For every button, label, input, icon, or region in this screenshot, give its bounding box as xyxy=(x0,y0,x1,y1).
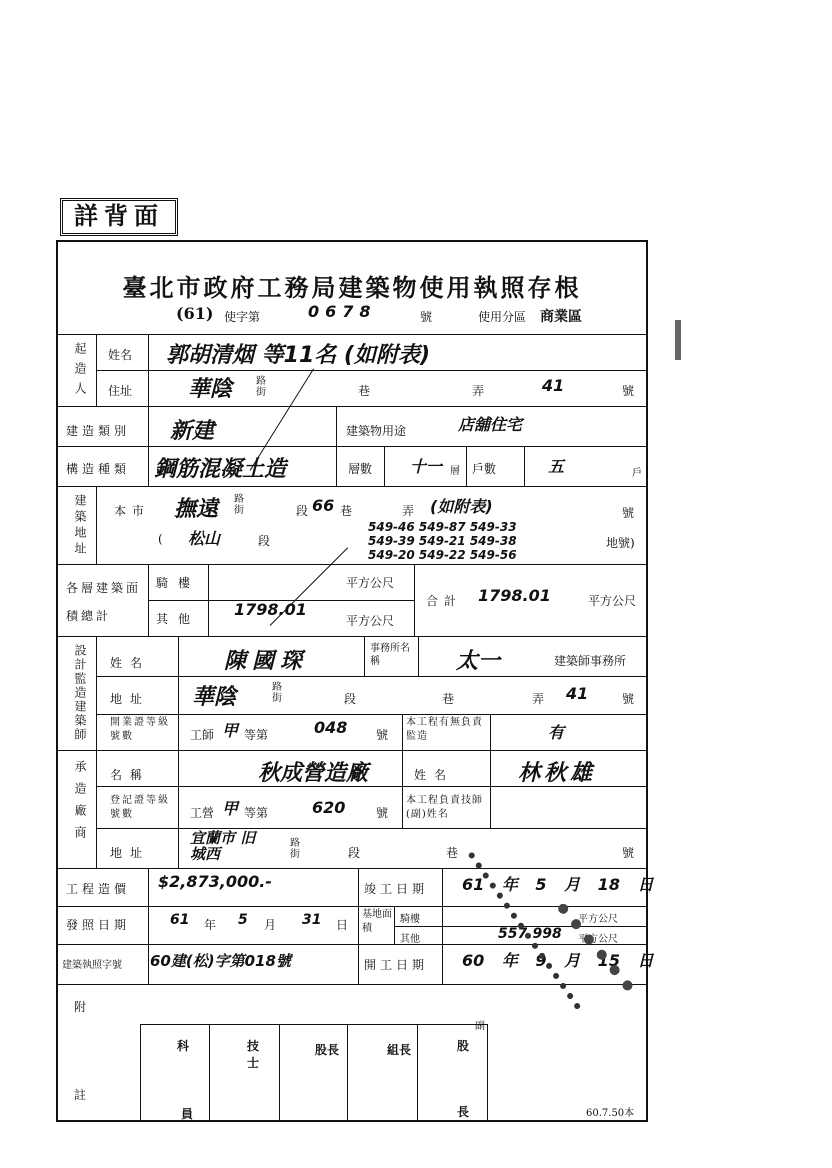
contractor-grade-value: 甲 xyxy=(222,799,239,818)
applicant-road-label: 路街 xyxy=(256,376,266,398)
rule xyxy=(96,750,97,868)
site-no-label: 號 xyxy=(622,506,635,520)
stamp-label-yuan: 員 xyxy=(181,1107,194,1121)
units-value: 五 xyxy=(548,457,565,476)
architect-section-label: 段 xyxy=(344,692,357,706)
stamp-label-group-chief: 組長 xyxy=(387,1043,412,1057)
site-paren: ( xyxy=(158,532,163,546)
site-road-label: 路街 xyxy=(234,494,244,516)
base-arcade-label: 騎樓 xyxy=(400,914,420,925)
architect-supervise-value: 有 xyxy=(548,723,565,742)
issue-label: 發照日期 xyxy=(66,918,131,932)
rule xyxy=(490,714,491,750)
applicant-alley-label: 弄 xyxy=(472,384,485,398)
applicant-lane-label: 巷 xyxy=(358,384,371,398)
contractor-reg-no: 620 xyxy=(312,798,346,817)
architect-office-label: 事務所名稱 xyxy=(370,643,410,667)
rule xyxy=(178,750,179,868)
rule xyxy=(402,714,403,750)
rule xyxy=(209,1025,210,1121)
stamp-label-ke: 科 xyxy=(177,1039,190,1053)
rule xyxy=(58,750,646,751)
units-unit: 戶 xyxy=(632,468,642,479)
rule xyxy=(96,714,646,715)
units-label: 戶數 xyxy=(472,462,497,476)
base-area-label: 基地面積 xyxy=(362,909,392,934)
applicant-addr-value: 華陰 xyxy=(188,377,233,402)
site-lots-row3: 549-20 549-22 549-56 xyxy=(368,548,517,562)
issue-year-unit: 年 xyxy=(204,918,217,932)
structure-label: 構造種類 xyxy=(66,462,131,476)
contractor-person-label: 姓名 xyxy=(414,768,455,782)
rule xyxy=(96,636,97,750)
building-use-value: 店舖住宅 xyxy=(458,415,523,434)
notes-label-1: 附 xyxy=(74,1000,87,1014)
form-title: 臺北市政府工務局建築物使用執照存根 xyxy=(122,273,582,302)
structure-value: 鋼筋混凝土造 xyxy=(154,457,287,482)
architect-license-hao: 號 xyxy=(376,728,389,742)
contractor-person-value: 林秋雄 xyxy=(518,761,597,786)
architect-license-no: 048 xyxy=(314,718,348,737)
permit-stub-form xyxy=(56,240,654,1122)
base-other-unit: 平方公尺 xyxy=(578,934,618,945)
area-arcade-unit: 平方公尺 xyxy=(346,576,395,590)
detail-back-tag: 詳背面 xyxy=(60,198,178,236)
rule xyxy=(58,944,646,945)
architect-grade-value: 甲 xyxy=(222,721,239,740)
cost-value: $2,873,000.- xyxy=(158,872,272,891)
permit-no-label: 使字第 xyxy=(224,310,261,324)
contractor-reg-prefix: 工營 xyxy=(190,806,215,820)
contractor-lane-label: 巷 xyxy=(446,846,459,860)
zone-value: 商業區 xyxy=(540,309,582,325)
rule xyxy=(96,828,646,829)
floors-value: 十一 xyxy=(410,457,443,476)
stamp-label-chang: 長 xyxy=(457,1105,470,1119)
floors-unit: 層 xyxy=(450,466,460,477)
site-lane-value: 66 xyxy=(312,496,335,515)
rule xyxy=(358,868,359,984)
rule xyxy=(96,370,646,371)
architect-grade-label: 等第 xyxy=(244,728,269,742)
building-use-label: 建築物用途 xyxy=(346,424,407,438)
contractor-reg-label: 登記證等級號數 xyxy=(110,795,170,820)
contractor-name-value: 秋成營造廠 xyxy=(258,761,369,786)
rule xyxy=(524,446,525,486)
issue-year: 61 xyxy=(170,912,190,928)
finish-value: 61 年 5 月 18 日 xyxy=(462,875,654,894)
applicant-group-label: 起造人 xyxy=(73,342,87,402)
rule xyxy=(178,636,179,750)
start-label: 開工日期 xyxy=(364,958,429,972)
contractor-addr-label: 地址 xyxy=(110,846,151,860)
site-district-label: 段 xyxy=(258,534,271,548)
margin-mark xyxy=(675,320,681,360)
building-type-value: 新建 xyxy=(170,419,215,444)
rule xyxy=(96,676,646,677)
permit-number: 0678 xyxy=(308,302,377,321)
contractor-addr-value: 宜蘭市 旧城西 xyxy=(190,829,256,863)
stamp-label-deputy: 副 xyxy=(475,1021,485,1032)
applicant-no-label: 號 xyxy=(622,384,635,398)
approval-stamp-grid xyxy=(140,1021,488,1122)
finish-label: 竣工日期 xyxy=(364,882,429,896)
rule xyxy=(364,636,365,676)
architect-lane-label: 巷 xyxy=(442,692,455,706)
architect-office-value: 太一 xyxy=(456,649,501,674)
permit-ref-label: 建築執照字號 xyxy=(62,960,122,971)
architect-addr-label: 地址 xyxy=(110,692,151,706)
rule xyxy=(58,868,646,869)
applicant-no-value: 41 xyxy=(542,376,565,395)
building-type-label: 建造類別 xyxy=(66,424,131,438)
permit-year: (61) xyxy=(176,304,214,323)
rule xyxy=(414,564,415,636)
issue-day: 31 xyxy=(302,912,322,928)
rule xyxy=(148,868,149,984)
cost-label: 工程造價 xyxy=(66,882,131,896)
applicant-name-label: 姓名 xyxy=(108,348,133,362)
print-code: 60.7.50本 xyxy=(586,1108,635,1119)
architect-no-value: 41 xyxy=(566,684,589,703)
architect-group-label: 設計監造建築師 xyxy=(73,644,87,742)
rule xyxy=(418,636,419,676)
issue-day-unit: 日 xyxy=(336,918,349,932)
site-lane-label: 巷 xyxy=(340,504,353,518)
site-group-label: 建築地址 xyxy=(73,494,87,558)
contractor-name-label: 名稱 xyxy=(110,768,151,782)
area-group-label: 各層建築面積總計 xyxy=(66,581,142,623)
rule xyxy=(58,486,646,487)
rule xyxy=(96,486,97,564)
architect-license-prefix: 工師 xyxy=(190,728,215,742)
contractor-group-label: 承造廠商 xyxy=(73,760,87,848)
area-other-label: 其他 xyxy=(156,612,201,626)
rule xyxy=(58,564,646,565)
rule xyxy=(58,334,646,335)
architect-alley-label: 弄 xyxy=(532,692,545,706)
permit-ref-value: 60建(松)字第018號 xyxy=(150,952,291,970)
rule xyxy=(394,906,395,944)
site-road-value: 撫遠 xyxy=(174,497,219,522)
applicant-addr-label: 住址 xyxy=(108,384,133,398)
contractor-tech-label: 本工程負責技師(副)姓名 xyxy=(406,795,483,820)
base-other-label: 其他 xyxy=(400,934,420,945)
stamp-label-chief: 股長 xyxy=(315,1043,340,1057)
site-lot-label: 地號) xyxy=(606,536,635,550)
site-alley-label: 弄 xyxy=(402,504,415,518)
area-other-unit: 平方公尺 xyxy=(346,614,395,628)
site-lots-row1: 549-46 549-87 549-33 xyxy=(368,520,517,534)
rule xyxy=(58,636,646,637)
issue-month-unit: 月 xyxy=(264,918,277,932)
rule xyxy=(96,786,646,787)
site-note: (如附表) xyxy=(430,497,493,516)
permit-no-suffix: 號 xyxy=(420,310,433,324)
stamp-label-technician: 技士 xyxy=(247,1039,260,1070)
contractor-no-label: 號 xyxy=(622,846,635,860)
site-lots-row2: 549-39 549-21 549-38 xyxy=(368,534,517,548)
notes-label-2: 註 xyxy=(74,1088,87,1102)
architect-name-value: 陳國琛 xyxy=(224,649,309,674)
contractor-section-label: 段 xyxy=(348,846,361,860)
architect-office-suffix: 建築師事務所 xyxy=(554,654,627,668)
contractor-grade-label: 等第 xyxy=(244,806,269,820)
area-other-value: 1798.01 xyxy=(234,600,307,619)
architect-name-label: 姓名 xyxy=(110,656,151,670)
area-total-unit: 平方公尺 xyxy=(588,594,637,608)
zone-label: 使用分區 xyxy=(478,310,527,324)
rule xyxy=(347,1025,348,1121)
rule xyxy=(402,786,403,828)
floors-label: 層數 xyxy=(348,462,373,476)
contractor-road-label: 路街 xyxy=(290,838,300,860)
site-section-label: 段 xyxy=(296,504,309,518)
rule xyxy=(279,1025,280,1121)
rule xyxy=(490,786,491,828)
rule xyxy=(384,446,385,486)
architect-license-label: 開業證等級號數 xyxy=(110,717,170,742)
site-district-value: 松山 xyxy=(188,529,221,548)
architect-addr-value: 華陰 xyxy=(192,685,237,710)
architect-road-label: 路街 xyxy=(272,682,282,704)
base-arcade-unit: 平方公尺 xyxy=(578,914,618,925)
area-total-value: 1798.01 xyxy=(478,586,551,605)
area-arcade-label: 騎樓 xyxy=(156,576,201,590)
architect-no-label: 號 xyxy=(622,692,635,706)
rule xyxy=(466,446,467,486)
start-value: 60 年 9 月 15 日 xyxy=(462,951,654,970)
site-city-label: 本市 xyxy=(114,504,151,518)
rule xyxy=(402,750,403,786)
rule xyxy=(58,406,646,407)
applicant-name-value: 郭胡清烟 等11名 (如附表) xyxy=(166,343,431,368)
stamp-label-gu: 股 xyxy=(457,1039,470,1053)
area-total-label: 合計 xyxy=(426,594,463,608)
architect-supervise-label: 本工程有無負責監造 xyxy=(406,717,483,742)
rule xyxy=(58,446,646,447)
rule xyxy=(417,1025,418,1121)
base-other-value: 557.998 xyxy=(498,926,562,942)
issue-month: 5 xyxy=(238,912,248,928)
contractor-reg-hao: 號 xyxy=(376,806,389,820)
rule xyxy=(490,750,491,786)
rule xyxy=(394,926,442,927)
